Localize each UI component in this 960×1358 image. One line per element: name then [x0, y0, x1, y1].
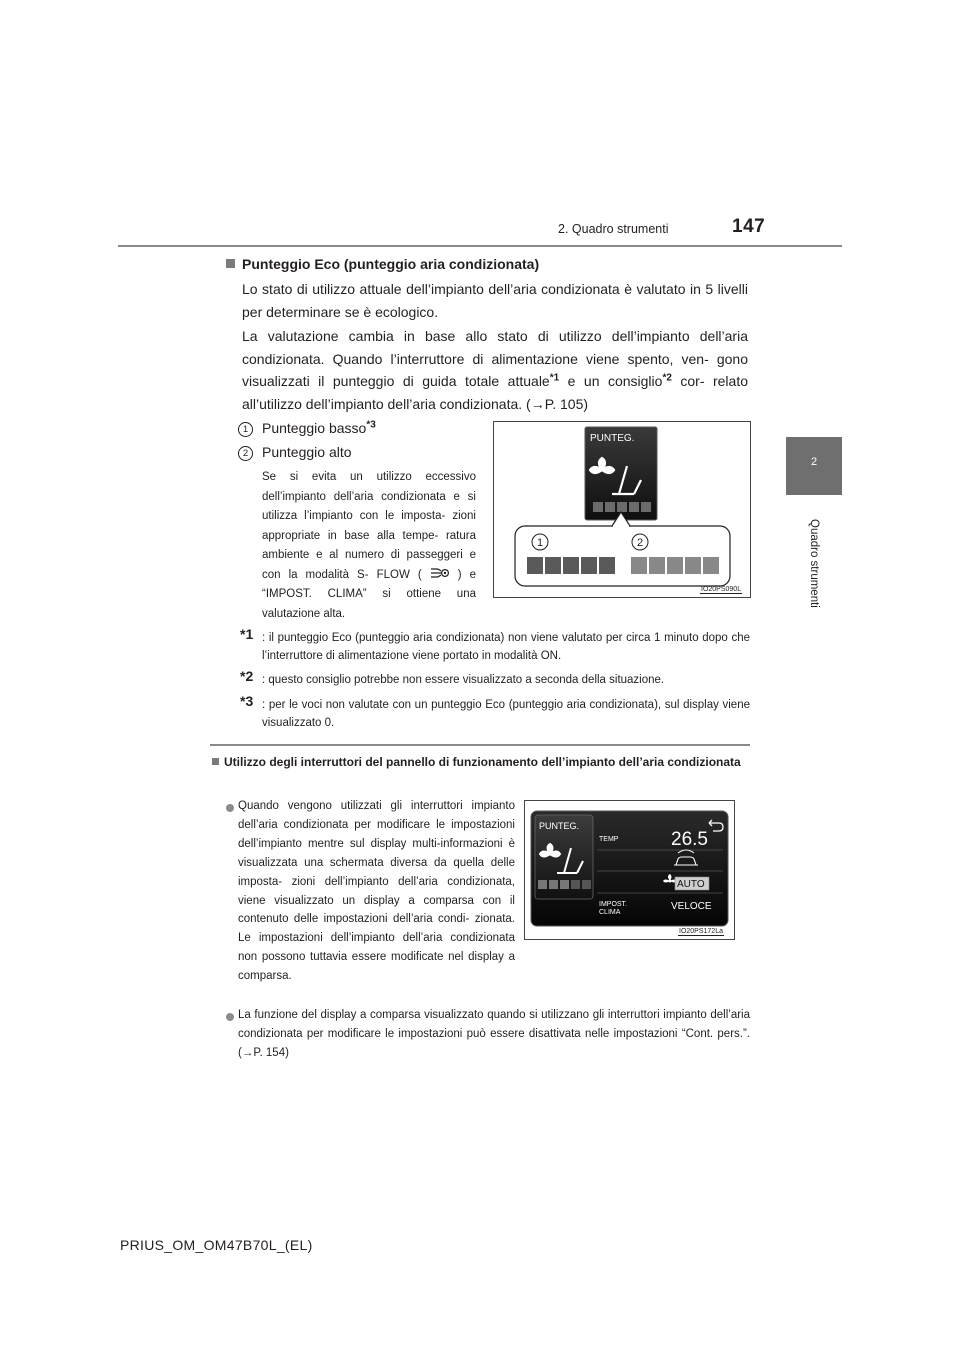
- paragraph-intro: Lo stato di utilizzo attuale dell’impianto dell’aria condizionata è valutato in 5 livelli per determinare se è ecologico.: [242, 281, 748, 320]
- footnote-mark-1: *1: [240, 626, 254, 642]
- round-bullet-icon: [226, 804, 234, 812]
- footnote-2: : questo consiglio potrebbe non essere visualizzato a seconda della situazione.: [262, 674, 665, 686]
- figure-popup-illustration: [525, 801, 734, 939]
- page-number: 147: [732, 216, 766, 237]
- section-heading-eco-score: Punteggio Eco (punteggio aria condizionata): [226, 256, 539, 272]
- footnote-1: : il punteggio Eco (punteggio aria condizionata) non viene valutato per circa 1 minuto dopo che l’interruttore di alimentazione viene portato in modalità ON.: [262, 632, 750, 662]
- footer-document-code: PRIUS_OM_OM47B70L_(EL): [120, 1237, 313, 1253]
- popup-temp-value: 26.5: [671, 829, 708, 850]
- s-flow-icon: [430, 567, 450, 579]
- paragraph-evaluation: La valutazione cambia in base allo stato di utilizzo dell’impianto dell’aria condizionata. Quando l’interruttore di alimentazione viene spento, ven- gono visualizzati il punteggio di guida totale attuale$^{*1}$ e un consiglio$^{*2}$ cor- relato all’utilizzo dell’impianto dell’aria condizionata. (→P. 105): [242, 328, 748, 412]
- popup-auto-label: AUTO: [677, 879, 705, 890]
- figure-eco-score-illustration: [494, 422, 750, 597]
- running-header-section: 2. Quadro strumenti: [558, 222, 669, 236]
- chapter-tab-label: Quadro strumenti: [808, 519, 820, 608]
- section-heading-switch-usage: Utilizzo degli interruttori del pannello di funzionamento dell’impianto dell’aria condizionata: [212, 753, 750, 772]
- item-high-score: Punteggio alto: [262, 444, 352, 460]
- figure-callout-1: 1: [536, 537, 544, 549]
- bullet-disable-popup: La funzione del display a comparsa visualizzato quando si utilizzano gli interruttori impianto dell’aria condizionata per modificare le impostazioni può essere disattivata nelle impostazioni “Cont. pers.”. (→P. 154): [238, 1009, 750, 1059]
- figure1-screen-score-bars: [593, 502, 651, 512]
- section-separator: [210, 744, 750, 746]
- round-bullet-icon: [226, 1013, 234, 1021]
- high-score-description: Se si evita un utilizzo eccessivo dell’impianto dell’aria condizionata e si utilizza l’impianto con le imposta- zioni appropriate in base alla tempe- ratura ambiente e al numero di passeggeri e con la modalità S- FLOW ( ) e “IMPOST. CLIMA” si ottiene una valutazione alta.: [262, 471, 476, 620]
- footnote-mark-2: *2: [240, 668, 254, 684]
- item-low-score: Punteggio basso$^{*3}$: [262, 419, 376, 436]
- footnote-mark-3: *3: [240, 693, 254, 709]
- popup-impost-label-1: IMPOST.: [599, 901, 628, 908]
- figure-code-2: IO20PS172La: [679, 928, 723, 935]
- figure-callout-2: 2: [636, 537, 644, 549]
- figure-popup-display: [524, 800, 735, 940]
- popup-temp-label: TEMP: [599, 836, 619, 843]
- figure1-high-score-bars: [631, 557, 719, 574]
- figure1-low-score-bars: [527, 557, 615, 574]
- callout-number-2: 2: [238, 446, 253, 461]
- square-bullet-icon: [226, 259, 235, 268]
- popup-score-bars: [538, 880, 591, 889]
- figure-eco-score-display: [493, 421, 751, 598]
- callout-number-1: 1: [238, 422, 253, 437]
- footnote-3: : per le voci non valutate con un punteggio Eco (punteggio aria condizionata), sul display viene visualizzato 0.: [262, 699, 750, 729]
- popup-impost-label-2: CLIMA: [599, 909, 621, 916]
- bullet-popup-display: Quando vengono utilizzati gli interruttori impianto dell’aria condizionata per modificare le impostazioni dell’impianto mentre sul display multi-informazioni è visualizzata una schermata diversa da quella delle imposta- zioni dell’impianto dell’aria condizionata, viene visualizzato un display a comparsa con il contenuto delle impostazioni dell’aria condi- zionata. Le impostazioni dell’impianto dell’aria condizionata non possono tuttavia essere modificate nel display a comparsa.: [238, 800, 515, 983]
- popup-veloce-label: VELOCE: [671, 901, 712, 912]
- header-rule: [118, 245, 842, 247]
- chapter-tab-number: 2: [810, 456, 818, 468]
- square-bullet-icon: [212, 758, 219, 765]
- popup-screen-title: PUNTEG.: [539, 821, 580, 831]
- figure-code: IO20PS090L: [701, 586, 742, 593]
- screen-title-text: PUNTEG.: [590, 433, 635, 444]
